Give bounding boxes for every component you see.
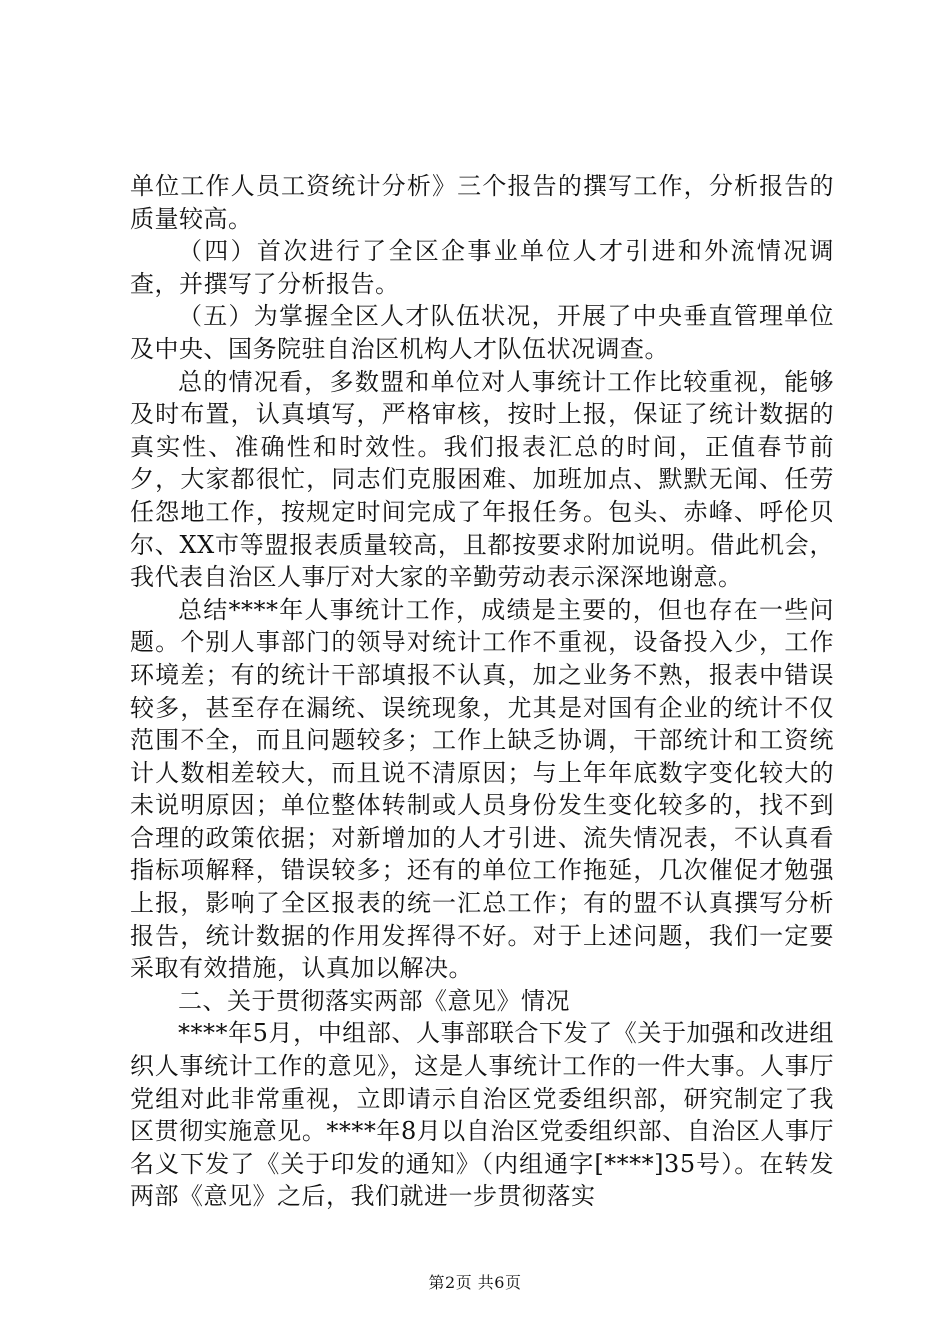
paragraph-implementation: ****年5月，中组部、人事部联合下发了《关于加强和改进组织人事统计工作的意见》，这是人事统计工作的一件大事。人事厅党组对此非常重视，立即请示自治区党委组织部，研究制定了我区贯彻实施意见。****年8月以自治区党委组织部、自治区人事厅名义下发了《关于印发的通知》（内组通字[****]35号）。在转发两部《意见》之后，我们就进一步贯彻落实 (130, 1019, 834, 1211)
section-heading-two: 二、关于贯彻落实两部《意见》情况 (178, 986, 570, 1015)
paragraph-summary: 总的情况看，多数盟和单位对人事统计工作比较重视，能够及时布置，认真填写，严格审核，按时上报，保证了统计数据的真实性、准确性和时效性。我们报表汇总的时间，正值春节前夕，大家都很忙，同志们克服困难、加班加点、默默无闻、任劳任怨地工作，按规定时间完成了年报任务。包头、赤峰、呼伦贝尔、XX市等盟报表质量较高，且都按要求附加说明。借此机会，我代表自治区人事厅对大家的辛勤劳动表示深深地谢意。 (130, 367, 834, 592)
document-body (130, 170, 834, 1213)
page-number-footer: 第2页 共6页 (428, 1273, 522, 1292)
paragraph-continuation: 单位工作人员工资统计分析》三个报告的撰写工作，分析报告的质量较高。 (130, 172, 834, 233)
paragraph-problems: 总结****年人事统计工作，成绩是主要的，但也存在一些问题。个别人事部门的领导对统计工作不重视，设备投入少，工作环境差；有的统计干部填报不认真，加之业务不熟，报表中错误较多，甚至存在漏统、误统现象，尤其是对国有企业的统计不仅范围不全，而且问题较多；工作上缺乏协调，干部统计和工资统计人数相差较大，而且说不清原因；与上年年底数字变化较大的未说明原因；单位整体转制或人员身份发生变化较多的，找不到合理的政策依据；对新增加的人才引进、流失情况表，不认真看指标项解释，错误较多；还有的单位工作拖延，几次催促才勉强上报，影响了全区报表的统一汇总工作；有的盟不认真撰写分析报告，统计数据的作用发挥得不好。对于上述问题，我们一定要采取有效措施，认真加以解决。 (130, 595, 834, 983)
paragraph-item-five: （五）为掌握全区人才队伍状况，开展了中央垂直管理单位及中央、国务院驻自治区机构人才队伍状况调查。 (130, 302, 834, 363)
paragraph-item-four: （四）首次进行了全区企事业单位人才引进和外流情况调查，并撰写了分析报告。 (130, 237, 834, 298)
